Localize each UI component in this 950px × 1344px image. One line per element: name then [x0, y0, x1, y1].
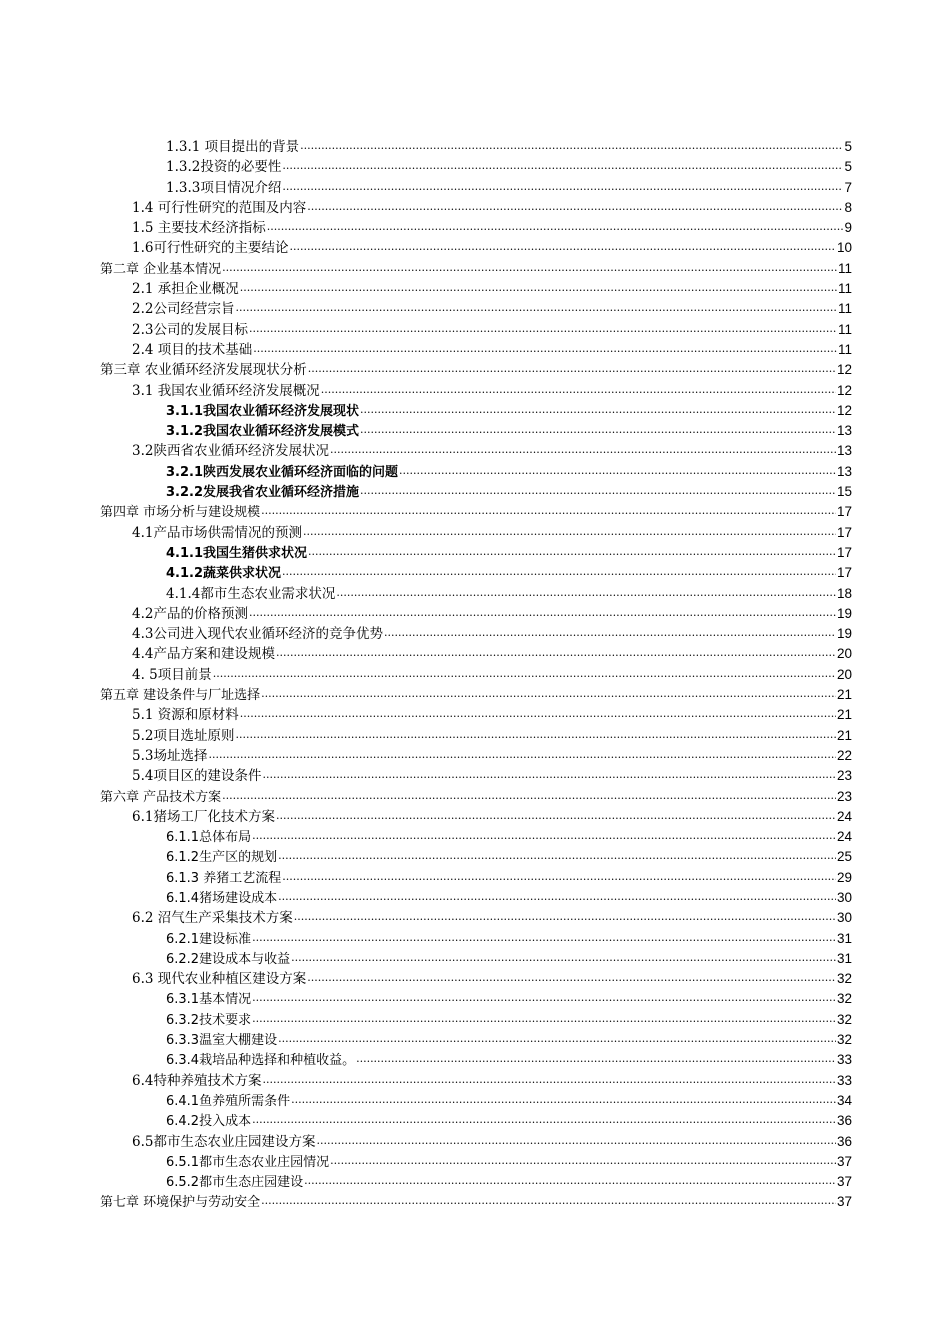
toc-entry-title: 6.1.3 养猪工艺流程 — [166, 870, 282, 886]
toc-dot-leader — [291, 948, 836, 968]
toc-dot-leader — [356, 1049, 836, 1069]
toc-entry-title: 3.2.1陕西发展农业循环经济面临的问题 — [166, 464, 399, 480]
toc-entry[interactable] — [100, 929, 852, 949]
toc-entry-page-number: 30 — [836, 889, 852, 905]
toc-dot-leader — [278, 887, 836, 907]
toc-entry-title: 第五章 建设条件与厂址选择 — [100, 688, 261, 704]
toc-entry[interactable] — [100, 787, 852, 807]
toc-entry-title: 3.1 我国农业循环经济发展概况 — [132, 382, 320, 399]
toc-entry-page-number: 30 — [836, 910, 852, 926]
toc-entry-page-number: 13 — [836, 443, 852, 459]
toc-entry-title: 4. 5项目前景 — [132, 666, 212, 683]
toc-dot-leader — [282, 562, 836, 582]
toc-entry-page-number: 37 — [836, 1174, 852, 1190]
toc-entry-page-number: 20 — [836, 666, 852, 682]
toc-entry[interactable] — [100, 320, 852, 340]
toc-entry[interactable] — [100, 665, 852, 685]
toc-entry[interactable] — [100, 279, 852, 299]
toc-dot-leader — [252, 928, 836, 948]
toc-dot-leader — [282, 177, 843, 197]
toc-entry[interactable] — [100, 360, 852, 380]
toc-entry-page-number: 32 — [836, 991, 852, 1007]
toc-dot-leader — [252, 826, 836, 846]
toc-dot-leader — [278, 846, 836, 866]
toc-entry-title: 6.3.1基本情况 — [166, 992, 252, 1008]
toc-dot-leader — [240, 704, 836, 724]
toc-dot-leader — [261, 501, 836, 521]
toc-entry[interactable] — [100, 482, 852, 502]
toc-entry[interactable] — [100, 238, 852, 258]
toc-entry-page-number: 37 — [836, 1194, 852, 1210]
toc-entry-page-number: 13 — [836, 463, 852, 479]
toc-entry-page-number: 21 — [836, 687, 852, 703]
toc-entry-page-number: 31 — [836, 930, 852, 946]
toc-dot-leader — [276, 643, 836, 663]
toc-entry-page-number: 37 — [836, 1153, 852, 1169]
toc-entry-title: 4.1产品市场供需情况的预测 — [132, 524, 302, 541]
toc-dot-leader — [235, 298, 837, 318]
toc-entry-page-number: 15 — [836, 484, 852, 500]
toc-entry-title: 4.4产品方案和建设规模 — [132, 646, 275, 663]
toc-entry-title: 3.1.1我国农业循环经济发展现状 — [166, 403, 360, 419]
toc-entry-title: 2.2公司经营宗旨 — [132, 301, 235, 318]
toc-entry[interactable] — [100, 381, 852, 401]
toc-dot-leader — [289, 237, 835, 257]
toc-dot-leader — [300, 136, 843, 156]
toc-entry[interactable] — [100, 1071, 852, 1091]
toc-entry-page-number: 11 — [837, 301, 852, 317]
toc-entry[interactable] — [100, 624, 852, 644]
toc-entry[interactable] — [100, 523, 852, 543]
toc-entry-page-number: 17 — [836, 565, 852, 581]
toc-entry[interactable] — [100, 1091, 852, 1111]
toc-entry-page-number: 12 — [836, 382, 852, 398]
toc-dot-leader — [222, 786, 836, 806]
toc-entry[interactable] — [100, 563, 852, 583]
toc-entry[interactable] — [100, 584, 852, 604]
toc-entry-title: 5.4项目区的建设条件 — [132, 768, 262, 785]
toc-entry[interactable] — [100, 1030, 852, 1050]
toc-dot-leader — [252, 1110, 836, 1130]
toc-dot-leader — [360, 420, 836, 440]
toc-entry-page-number: 12 — [836, 402, 852, 418]
toc-dot-leader — [276, 806, 836, 826]
toc-entry-title: 4.1.1我国生猪供求状况 — [166, 545, 308, 561]
toc-dot-leader — [249, 603, 836, 623]
toc-entry-title: 6.3 现代农业种植区建设方案 — [132, 971, 307, 988]
toc-entry-title: 6.3.4栽培品种选择和种植收益。 — [166, 1053, 356, 1069]
toc-entry[interactable] — [100, 218, 852, 238]
toc-entry[interactable] — [100, 644, 852, 664]
toc-dot-leader — [252, 1009, 836, 1029]
toc-entry-title: 6.5.1都市生态农业庄园情况 — [166, 1154, 330, 1170]
toc-entry-title: 1.3.1 项目提出的背景 — [166, 139, 300, 155]
toc-entry[interactable] — [100, 827, 852, 847]
toc-dot-leader — [213, 664, 836, 684]
toc-entry-page-number: 11 — [837, 321, 852, 337]
toc-entry[interactable] — [100, 949, 852, 969]
toc-dot-leader — [304, 1171, 836, 1191]
toc-entry-page-number: 8 — [844, 199, 852, 215]
toc-dot-leader — [267, 217, 844, 237]
toc-entry[interactable] — [100, 299, 852, 319]
toc-entry-title: 第二章 企业基本情况 — [100, 261, 222, 277]
toc-entry-title: 3.2陕西省农业循环经济发展状况 — [132, 443, 329, 460]
toc-dot-leader — [308, 359, 836, 379]
toc-entry-page-number: 20 — [836, 646, 852, 662]
toc-dot-leader — [261, 684, 836, 704]
toc-entry[interactable] — [100, 604, 852, 624]
toc-entry[interactable] — [100, 502, 852, 522]
toc-dot-leader — [316, 1131, 835, 1151]
toc-entry[interactable] — [100, 401, 852, 421]
toc-entry-page-number: 23 — [836, 768, 852, 784]
toc-entry-title: 2.1 承担企业概况 — [132, 281, 239, 298]
toc-entry-title: 第四章 市场分析与建设规模 — [100, 505, 261, 521]
toc-entry-page-number: 17 — [836, 544, 852, 560]
toc-entry[interactable] — [100, 1132, 852, 1152]
toc-dot-leader — [321, 380, 836, 400]
toc-entry[interactable] — [100, 178, 852, 198]
toc-entry[interactable] — [100, 868, 852, 888]
toc-entry-page-number: 32 — [836, 971, 852, 987]
toc-entry[interactable] — [100, 807, 852, 827]
toc-entry-title: 6.4.1鱼养殖所需条件 — [166, 1093, 291, 1109]
toc-entry-page-number: 12 — [836, 362, 852, 378]
toc-dot-leader — [360, 481, 836, 501]
toc-entry-page-number: 5 — [844, 139, 852, 154]
toc-entry[interactable] — [100, 421, 852, 441]
toc-entry-title: 1.3.2投资的必要性 — [166, 159, 282, 176]
toc-entry-page-number: 11 — [837, 281, 852, 297]
toc-entry[interactable] — [100, 888, 852, 908]
toc-entry[interactable] — [100, 847, 852, 867]
toc-entry-title: 3.1.2我国农业循环经济发展模式 — [166, 424, 360, 440]
toc-entry[interactable] — [100, 726, 852, 746]
toc-entry-page-number: 11 — [837, 341, 852, 357]
toc-entry[interactable] — [100, 1050, 852, 1070]
toc-entry-title: 6.2.1建设标准 — [166, 931, 252, 947]
toc-entry-title: 6.1.4猪场建设成本 — [166, 890, 278, 906]
toc-entry-page-number: 25 — [836, 849, 852, 865]
toc-entry-page-number: 19 — [836, 626, 852, 642]
toc-entry[interactable] — [100, 462, 852, 482]
toc-dot-leader — [399, 461, 836, 481]
toc-entry-page-number: 22 — [836, 747, 852, 763]
toc-entry[interactable] — [100, 157, 852, 177]
toc-entry-title: 第三章 农业循环经济发展现状分析 — [100, 362, 307, 379]
toc-entry[interactable] — [100, 685, 852, 705]
toc-entry-page-number: 33 — [836, 1052, 852, 1068]
toc-entry-title: 4.2产品的价格预测 — [132, 605, 248, 622]
toc-dot-leader — [308, 542, 836, 562]
toc-entry-page-number: 34 — [836, 1092, 852, 1108]
toc-entry-page-number: 13 — [836, 423, 852, 439]
toc-entry-title: 4.1.2蔬菜供求状况 — [166, 566, 282, 582]
toc-entry-page-number: 29 — [836, 869, 852, 885]
toc-dot-leader — [278, 1029, 836, 1049]
table-of-contents — [100, 137, 852, 1213]
toc-entry-title: 4.1.4都市生态农业需求状况 — [166, 585, 336, 602]
toc-entry-page-number: 7 — [844, 179, 852, 195]
toc-entry-page-number: 24 — [836, 808, 852, 824]
toc-entry-title: 6.5都市生态农业庄园建设方案 — [132, 1133, 316, 1150]
toc-entry-page-number: 23 — [836, 788, 852, 804]
toc-entry[interactable] — [100, 441, 852, 461]
toc-entry-page-number: 11 — [837, 260, 852, 276]
toc-dot-leader — [282, 156, 843, 176]
toc-dot-leader — [282, 867, 836, 887]
toc-entry-title: 6.3.3温室大棚建设 — [166, 1033, 278, 1049]
toc-entry-page-number: 17 — [836, 504, 852, 520]
toc-entry-title: 1.4 可行性研究的范围及内容 — [132, 199, 307, 216]
toc-entry-title: 6.3.2技术要求 — [166, 1012, 252, 1028]
toc-entry[interactable] — [100, 969, 852, 989]
toc-entry[interactable] — [100, 908, 852, 928]
toc-entry-title: 1.5 主要技术经济指标 — [132, 220, 266, 237]
toc-dot-leader — [262, 1070, 835, 1090]
toc-entry-page-number: 21 — [836, 727, 852, 743]
toc-entry[interactable] — [100, 340, 852, 360]
toc-entry-title: 2.3公司的发展目标 — [132, 321, 248, 338]
toc-dot-leader — [249, 319, 837, 339]
toc-entry[interactable] — [100, 1172, 852, 1192]
toc-dot-leader — [291, 1090, 836, 1110]
toc-dot-leader — [307, 968, 836, 988]
toc-entry-title: 2.4 项目的技术基础 — [132, 341, 253, 358]
toc-dot-leader — [360, 400, 836, 420]
toc-entry-page-number: 33 — [836, 1072, 852, 1088]
toc-entry-title: 第七章 环境保护与劳动安全 — [100, 1195, 261, 1211]
toc-entry-page-number: 32 — [836, 1011, 852, 1027]
toc-entry-page-number: 18 — [836, 585, 852, 601]
toc-entry-title: 5.3场址选择 — [132, 747, 208, 764]
toc-entry[interactable] — [100, 705, 852, 725]
toc-dot-leader — [208, 745, 835, 765]
toc-entry-title: 1.3.3项目情况介绍 — [166, 179, 282, 196]
toc-entry-page-number: 10 — [836, 240, 852, 256]
toc-dot-leader — [261, 1191, 836, 1211]
toc-dot-leader — [303, 522, 836, 542]
toc-entry-title: 5.2项目选址原则 — [132, 727, 235, 744]
toc-dot-leader — [294, 907, 836, 927]
toc-dot-leader — [330, 440, 836, 460]
toc-entry-title: 4.3公司进入现代农业循环经济的竞争优势 — [132, 626, 383, 643]
toc-entry-page-number: 17 — [836, 524, 852, 540]
toc-entry-page-number: 36 — [836, 1113, 852, 1129]
toc-entry[interactable] — [100, 1010, 852, 1030]
toc-entry-title: 6.4特种养殖技术方案 — [132, 1072, 262, 1089]
toc-entry-title: 6.2.2建设成本与收益 — [166, 951, 291, 967]
toc-entry-title: 6.2 沼气生产采集技术方案 — [132, 910, 293, 927]
toc-entry-page-number: 31 — [836, 950, 852, 966]
toc-entry-title: 6.1.2生产区的规划 — [166, 850, 278, 866]
toc-entry-title: 6.4.2投入成本 — [166, 1114, 252, 1130]
toc-entry-title: 6.5.2都市生态庄园建设 — [166, 1175, 304, 1191]
toc-entry[interactable] — [100, 989, 852, 1009]
toc-dot-leader — [222, 258, 837, 278]
toc-entry-page-number: 5 — [844, 159, 852, 175]
toc-entry-page-number: 36 — [836, 1133, 852, 1149]
toc-entry[interactable] — [100, 1111, 852, 1131]
toc-entry-page-number: 21 — [836, 707, 852, 723]
toc-entry[interactable] — [100, 137, 852, 157]
toc-entry-title: 1.6可行性研究的主要结论 — [132, 240, 289, 257]
toc-entry-title: 5.1 资源和原材料 — [132, 707, 239, 724]
toc-entry[interactable] — [100, 543, 852, 563]
toc-entry[interactable] — [100, 1152, 852, 1172]
toc-dot-leader — [336, 583, 836, 603]
toc-entry-title: 6.1.1总体布局 — [166, 830, 252, 846]
toc-entry[interactable] — [100, 766, 852, 786]
toc-dot-leader — [330, 1151, 836, 1171]
toc-dot-leader — [235, 725, 835, 745]
toc-dot-leader — [307, 197, 843, 217]
toc-entry-title: 3.2.2发展我省农业循环经济措施 — [166, 485, 360, 501]
toc-dot-leader — [253, 339, 837, 359]
toc-entry[interactable] — [100, 746, 852, 766]
toc-entry[interactable] — [100, 1192, 852, 1212]
toc-entry[interactable] — [100, 198, 852, 218]
toc-entry-title: 第六章 产品技术方案 — [100, 789, 222, 805]
toc-entry-page-number: 32 — [836, 1032, 852, 1048]
toc-entry-page-number: 19 — [836, 605, 852, 621]
toc-entry-title: 6.1猪场工厂化技术方案 — [132, 808, 275, 825]
toc-dot-leader — [252, 988, 836, 1008]
toc-entry-page-number: 24 — [836, 829, 852, 845]
toc-entry-page-number: 9 — [844, 220, 852, 236]
toc-dot-leader — [240, 278, 837, 298]
toc-dot-leader — [384, 623, 836, 643]
toc-dot-leader — [262, 765, 835, 785]
toc-entry[interactable] — [100, 259, 852, 279]
